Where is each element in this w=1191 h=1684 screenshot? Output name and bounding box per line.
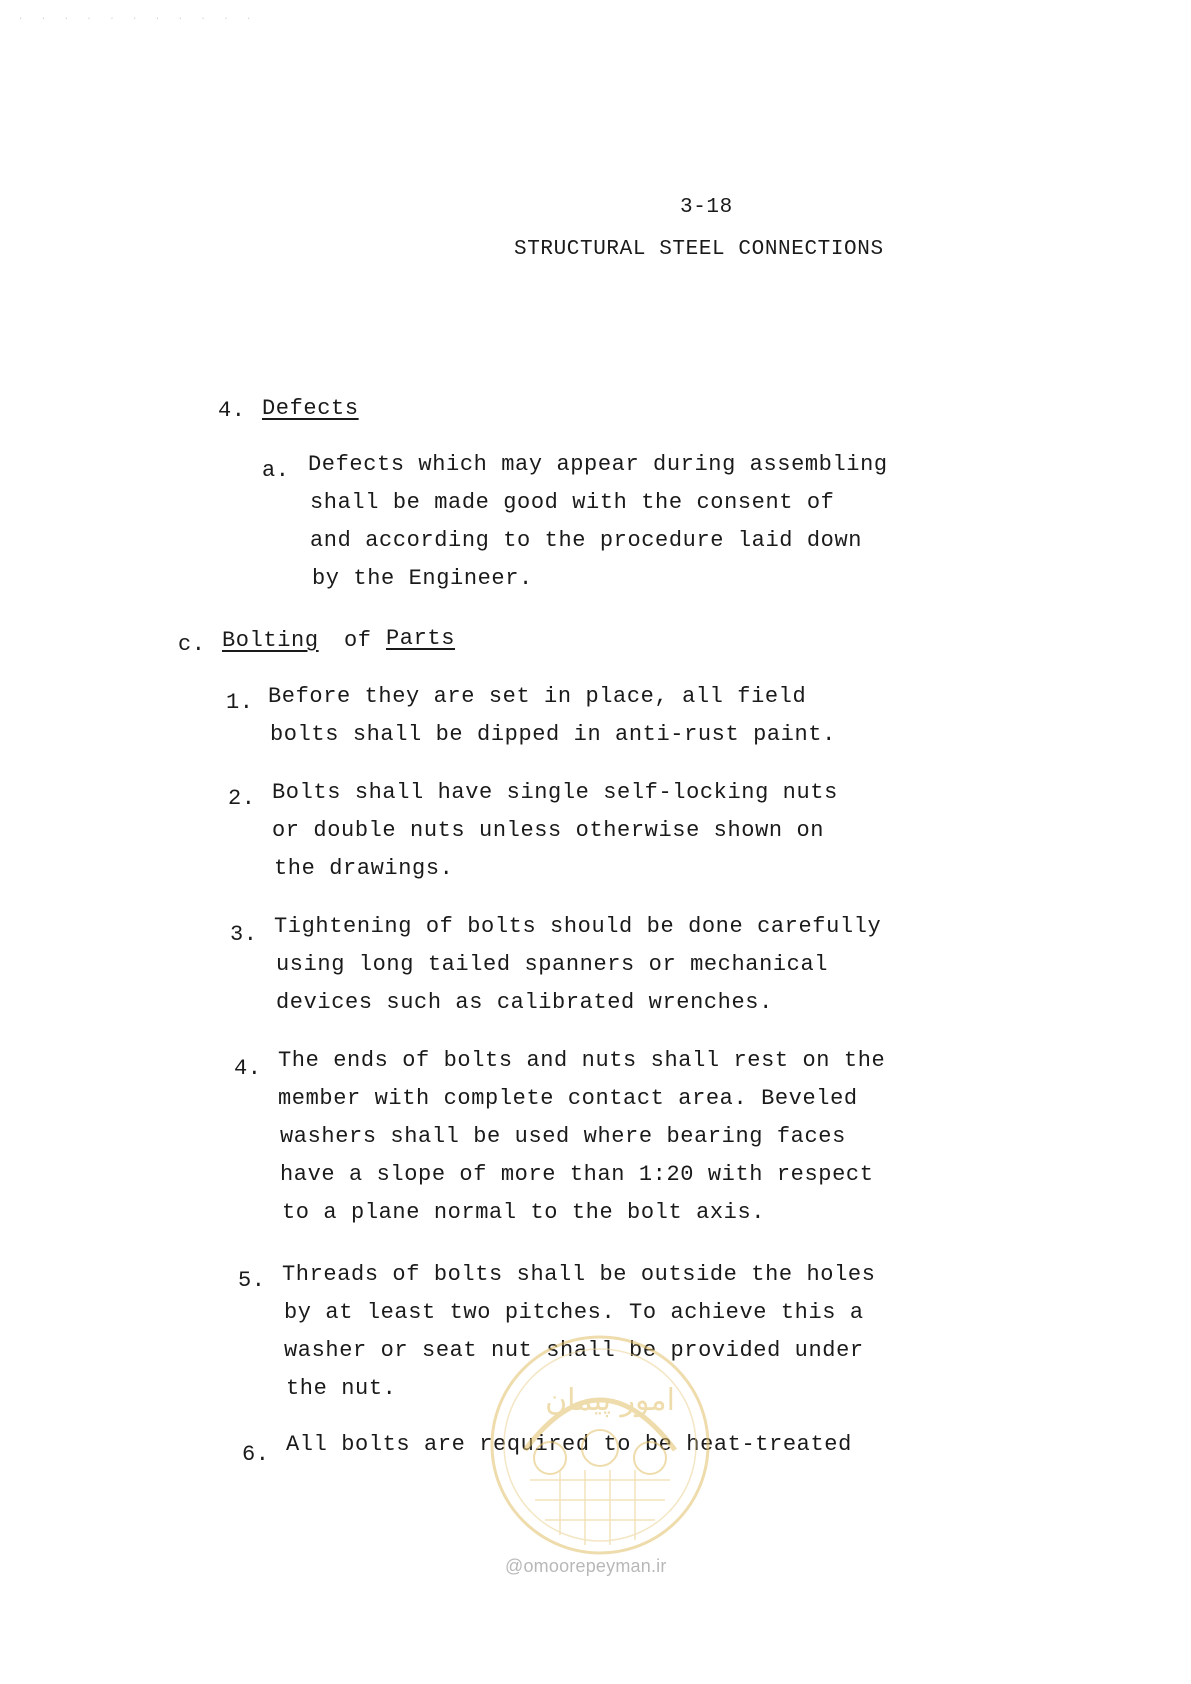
paragraph-line: Bolts shall have single self-locking nuts	[272, 780, 838, 805]
paragraph-line: by the Engineer.	[312, 566, 533, 591]
paragraph-line: member with complete contact area. Beveled	[278, 1086, 858, 1111]
section-number: 4.	[218, 398, 246, 423]
page-number: 3-18	[680, 196, 733, 219]
paragraph-line: Before they are set in place, all field	[268, 684, 807, 709]
paragraph-line: All bolts are required to be heat-treated	[286, 1432, 852, 1457]
paragraph-line: devices such as calibrated wrenches.	[276, 990, 773, 1015]
paragraph-line: have a slope of more than 1:20 with respect	[280, 1162, 874, 1187]
paragraph-line: and according to the procedure laid down	[310, 528, 863, 553]
item-marker: 2.	[228, 786, 256, 811]
paragraph-line: The ends of bolts and nuts shall rest on the	[278, 1048, 886, 1073]
item-marker: 6.	[242, 1442, 270, 1467]
paragraph-line: Threads of bolts shall be outside the holes	[282, 1262, 876, 1287]
item-marker: a.	[262, 458, 290, 483]
watermark-caption: @omoorepeyman.ir	[505, 1556, 667, 1576]
paragraph-line: bolts shall be dipped in anti-rust paint.	[270, 722, 836, 747]
paragraph-line: Defects which may appear during assembling	[308, 452, 888, 477]
paragraph-line: Tightening of bolts should be done carefully	[274, 914, 882, 939]
watermark-logo-text: امور پیمان	[545, 1383, 675, 1418]
paragraph-line: the nut.	[286, 1376, 397, 1401]
watermark-logo	[485, 1330, 715, 1560]
section-heading-defects: Defects	[262, 396, 359, 421]
section-heading-of: of	[344, 628, 372, 653]
paragraph-line: washers shall be used where bearing faces	[280, 1124, 846, 1149]
paragraph-line: washer or seat nut shall be provided under	[284, 1338, 864, 1363]
section-marker: c.	[178, 632, 206, 657]
paragraph-line: by at least two pitches. To achieve this a	[284, 1300, 864, 1325]
scan-noise: · · · · · · · · · · ·	[18, 14, 258, 24]
paragraph-line: the drawings.	[274, 856, 454, 881]
section-heading-bolting: Bolting	[222, 628, 319, 653]
item-marker: 1.	[226, 690, 254, 715]
item-marker: 5.	[238, 1268, 266, 1293]
paragraph-line: or double nuts unless otherwise shown on	[272, 818, 825, 843]
section-heading-parts: Parts	[386, 626, 456, 651]
paragraph-line: shall be made good with the consent of	[310, 490, 835, 515]
paragraph-line: using long tailed spanners or mechanical	[276, 952, 829, 977]
page-title: STRUCTURAL STEEL CONNECTIONS	[514, 238, 884, 261]
paragraph-line: to a plane normal to the bolt axis.	[282, 1200, 766, 1225]
item-marker: 3.	[230, 922, 258, 947]
item-marker: 4.	[234, 1056, 262, 1081]
